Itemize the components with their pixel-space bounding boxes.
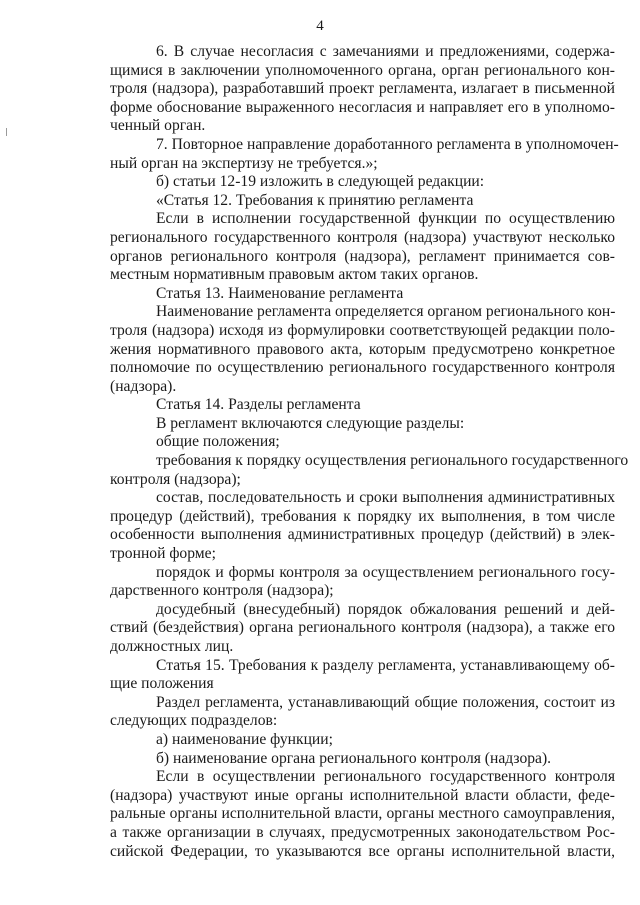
- text-line: досудебный (внесудебный) порядок обжалования решений и дей-: [156, 600, 615, 618]
- text-line: б) статьи 12-19 изложить в следующей редакции:: [156, 173, 485, 191]
- text-line: жения нормативного правового акта, которым предусмотрено конкретное: [110, 340, 615, 358]
- text-line: Статья 15. Требования к разделу регламента, устанавливающему об-: [156, 656, 615, 674]
- text-line: а также организации в случаях, предусмотренных законодательством Рос-: [110, 823, 615, 841]
- text-line: щимися в заключении уполномоченного органа, орган регионального кон-: [110, 61, 615, 79]
- text-line: ный орган на экспертизу не требуется.»;: [110, 154, 378, 172]
- text-line: б) наименование органа регионального контроля (надзора).: [156, 749, 552, 767]
- text-line: должностных лиц.: [110, 638, 234, 655]
- document-body: [110, 43, 629, 861]
- text-line: сийской Федерации, то указываются все органы исполнительной власти,: [110, 842, 615, 860]
- text-line: ченный орган.: [110, 117, 206, 135]
- text-line: процедур (действий), требования к порядку их выполнения, в том числе: [110, 507, 615, 525]
- text-line: Статья 13. Наименование регламента: [156, 284, 404, 302]
- text-line: общие положения;: [156, 433, 280, 451]
- text-line: форме обоснование выраженного несогласия и направляет его в уполномо-: [110, 98, 615, 116]
- text-line: ствий (бездействия) органа регионального контроля (надзора), а также его: [110, 619, 615, 637]
- text-line: Статья 14. Разделы регламента: [156, 396, 361, 414]
- text-line: полномочие по осуществлению регионального государственного контроля: [110, 359, 615, 377]
- text-line: тронной форме;: [110, 545, 216, 563]
- text-line: дарственного контроля (надзора);: [110, 582, 334, 600]
- text-line: троля (надзора), разработавший проект регламента, излагает в письменной: [110, 80, 615, 98]
- text-line: порядок и формы контроля за осуществлением регионального госу-: [156, 563, 615, 581]
- text-line: В регламент включаются следующие разделы:: [156, 414, 465, 432]
- text-line: ральные органы исполнительной власти, органы местного самоуправления,: [110, 805, 615, 823]
- text-line: 7. Повторное направление доработанного регламента в уполномочен-: [156, 135, 619, 153]
- text-line: органов регионального контроля (надзора), регламент принимается сов-: [110, 247, 615, 265]
- text-line: щие положения: [110, 675, 214, 693]
- page-number: 4: [316, 18, 324, 34]
- text-line: регионального государственного контроля (надзора) участвуют несколько: [110, 228, 615, 246]
- text-line: местным нормативным правовым актом таких органов.: [110, 266, 479, 284]
- text-line: особенности выполнения административных процедур (действий) в элек-: [110, 526, 615, 544]
- text-line: (надзора) участвуют иные органы исполнительной власти области, феде-: [110, 786, 615, 804]
- text-line: а) наименование функции;: [156, 730, 333, 748]
- text-line: требования к порядку осуществления регионального государственного: [156, 452, 629, 470]
- text-line: Наименование регламента определяется органом регионального кон-: [156, 303, 616, 321]
- text-line: следующих подразделов:: [110, 712, 278, 730]
- text-line: состав, последовательность и сроки выполнения административных: [156, 489, 615, 507]
- text-line: контроля (надзора);: [110, 470, 241, 488]
- text-line: 6. В случае несогласия с замечаниями и предложениями, содержа-: [156, 43, 615, 60]
- text-line: «Статья 12. Требования к принятию регламента: [156, 191, 474, 209]
- margin-mark: [6, 128, 7, 136]
- text-line: троля (надзора) исходя из формулировки соответствующей редакции поло-: [110, 321, 615, 339]
- text-line: Если в осуществлении регионального государственного контроля: [156, 768, 615, 786]
- text-line: (надзора).: [110, 377, 177, 395]
- text-line: Если в исполнении государственной функции по осуществлению: [156, 210, 615, 228]
- text-line: Раздел регламента, устанавливающий общие положения, состоит из: [156, 693, 615, 711]
